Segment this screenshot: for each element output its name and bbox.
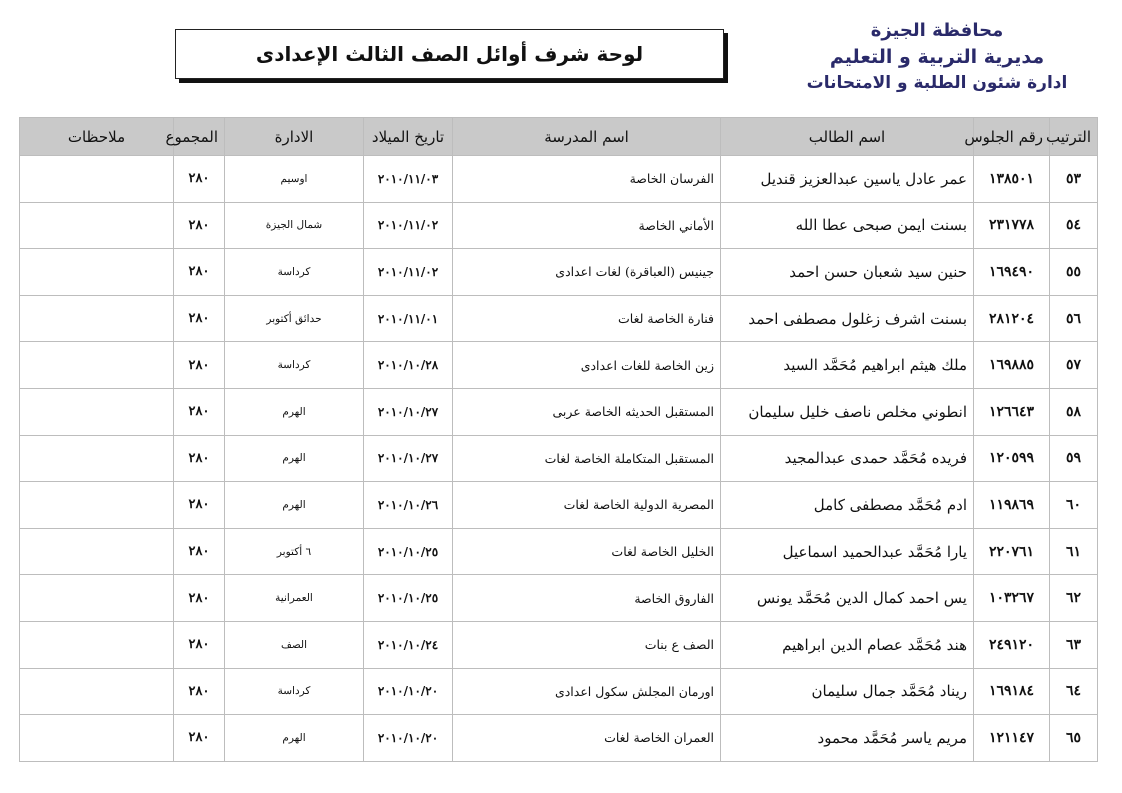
birth-date-cell: ٢٠١٠/١٠/٢٠ (364, 668, 453, 715)
student-name-cell: بسنت اشرف زغلول مصطفى احمد (721, 295, 974, 342)
column-header-seat: رقم الجلوس (974, 118, 1050, 156)
total-score-cell: ٢٨٠ (174, 388, 225, 435)
table-row (20, 156, 1098, 203)
table-row (20, 342, 1098, 389)
page-title: لوحة شرف أوائل الصف الثالث الإعدادى (255, 42, 644, 66)
total-score-cell: ٢٨٠ (174, 482, 225, 529)
column-header-rank: الترتيب (1050, 118, 1098, 156)
seat-number-cell: ١٢١١٤٧ (974, 715, 1050, 762)
table-row (20, 295, 1098, 342)
student-name-cell: يس احمد كمال الدين مُحَمَّد يونس (721, 575, 974, 622)
rank-cell: ٥٩ (1050, 435, 1098, 482)
total-score-cell: ٢٨٠ (174, 295, 225, 342)
seat-number-cell: ١٠٣٢٦٧ (974, 575, 1050, 622)
birth-date-cell: ٢٠١٠/١١/٠١ (364, 295, 453, 342)
birth-date-cell: ٢٠١٠/١١/٠٢ (364, 249, 453, 296)
rank-cell: ٦٢ (1050, 575, 1098, 622)
birth-date-cell: ٢٠١٠/١١/٠٣ (364, 156, 453, 203)
administration-cell: الصف (225, 621, 364, 668)
column-header-notes: ملاحظات (20, 118, 174, 156)
rank-cell: ٥٦ (1050, 295, 1098, 342)
table-row (20, 575, 1098, 622)
table-row (20, 249, 1098, 296)
column-header-dept: الادارة (225, 118, 364, 156)
student-name-cell: ريناد مُحَمَّد جمال سليمان (721, 668, 974, 715)
table-row (20, 202, 1098, 249)
birth-date-cell: ٢٠١٠/١٠/٢٨ (364, 342, 453, 389)
total-score-cell: ٢٨٠ (174, 715, 225, 762)
rank-cell: ٥٨ (1050, 388, 1098, 435)
table-row (20, 435, 1098, 482)
total-score-cell: ٢٨٠ (174, 621, 225, 668)
table-row (20, 528, 1098, 575)
seat-number-cell: ١٢٦٦٤٣ (974, 388, 1050, 435)
total-score-cell: ٢٨٠ (174, 342, 225, 389)
school-name-cell: زين الخاصة للغات اعدادى (453, 342, 721, 389)
birth-date-cell: ٢٠١٠/١٠/٢٠ (364, 715, 453, 762)
seat-number-cell: ٢٢٠٧٦١ (974, 528, 1050, 575)
table-header-row (20, 118, 1098, 156)
birth-date-cell: ٢٠١٠/١٠/٢٥ (364, 575, 453, 622)
column-header-dob: تاريخ الميلاد (364, 118, 453, 156)
column-header-school: اسم المدرسة (453, 118, 721, 156)
rank-cell: ٥٣ (1050, 156, 1098, 203)
seat-number-cell: ١٢٠٥٩٩ (974, 435, 1050, 482)
school-name-cell: المستقبل الحديثه الخاصة عربى (453, 388, 721, 435)
seat-number-cell: ١٦٩١٨٤ (974, 668, 1050, 715)
notes-cell (20, 715, 174, 762)
notes-cell (20, 621, 174, 668)
administration-cell: كرداسة (225, 668, 364, 715)
birth-date-cell: ٢٠١٠/١٠/٢٤ (364, 621, 453, 668)
notes-cell (20, 528, 174, 575)
seat-number-cell: ١١٩٨٦٩ (974, 482, 1050, 529)
notes-cell (20, 435, 174, 482)
table-row (20, 715, 1098, 762)
governorate-name: محافظة الجيزة (870, 20, 1004, 41)
administration-cell: كرداسة (225, 342, 364, 389)
table-row (20, 621, 1098, 668)
column-header-name: اسم الطالب (721, 118, 974, 156)
school-name-cell: الفاروق الخاصة (453, 575, 721, 622)
birth-date-cell: ٢٠١٠/١٠/٢٥ (364, 528, 453, 575)
administration-cell: ٦ أكتوبر (225, 528, 364, 575)
seat-number-cell: ٢٣١٧٧٨ (974, 202, 1050, 249)
notes-cell (20, 388, 174, 435)
school-name-cell: جينيس (العباقرة) لغات اعدادى (453, 249, 721, 296)
total-score-cell: ٢٨٠ (174, 249, 225, 296)
table-row (20, 482, 1098, 529)
notes-cell (20, 575, 174, 622)
page-title-box (175, 29, 724, 79)
birth-date-cell: ٢٠١٠/١٠/٢٧ (364, 388, 453, 435)
student-name-cell: يارا مُحَمَّد عبدالحميد اسماعيل (721, 528, 974, 575)
administration-cell: الهرم (225, 435, 364, 482)
notes-cell (20, 482, 174, 529)
school-name-cell: فنارة الخاصة لغات (453, 295, 721, 342)
agency-header (782, 18, 1092, 96)
administration-cell: الهرم (225, 482, 364, 529)
administration-cell: حدائق أكتوبر (225, 295, 364, 342)
total-score-cell: ٢٨٠ (174, 528, 225, 575)
school-name-cell: الخليل الخاصة لغات (453, 528, 721, 575)
seat-number-cell: ٢٨١٢٠٤ (974, 295, 1050, 342)
administration-cell: العمرانية (225, 575, 364, 622)
table-row (20, 668, 1098, 715)
seat-number-cell: ١٦٩٤٩٠ (974, 249, 1050, 296)
school-name-cell: الأماني الخاصة (453, 202, 721, 249)
notes-cell (20, 342, 174, 389)
birth-date-cell: ٢٠١٠/١١/٠٢ (364, 202, 453, 249)
administration-cell: الهرم (225, 388, 364, 435)
student-name-cell: حنين سيد شعبان حسن احمد (721, 249, 974, 296)
honor-roll-table (19, 117, 1098, 762)
rank-cell: ٦١ (1050, 528, 1098, 575)
rank-cell: ٥٤ (1050, 202, 1098, 249)
notes-cell (20, 249, 174, 296)
column-header-total: المجموع (174, 118, 225, 156)
department-name: ادارة شئون الطلبة و الامتحانات (806, 73, 1068, 93)
seat-number-cell: ١٣٨٥٠١ (974, 156, 1050, 203)
student-name-cell: هند مُحَمَّد عصام الدين ابراهيم (721, 621, 974, 668)
school-name-cell: العمران الخاصة لغات (453, 715, 721, 762)
school-name-cell: الصف ع بنات (453, 621, 721, 668)
seat-number-cell: ١٦٩٨٨٥ (974, 342, 1050, 389)
total-score-cell: ٢٨٠ (174, 668, 225, 715)
total-score-cell: ٢٨٠ (174, 575, 225, 622)
rank-cell: ٦٥ (1050, 715, 1098, 762)
administration-cell: اوسيم (225, 156, 364, 203)
notes-cell (20, 668, 174, 715)
birth-date-cell: ٢٠١٠/١٠/٢٧ (364, 435, 453, 482)
notes-cell (20, 202, 174, 249)
student-name-cell: ادم مُحَمَّد مصطفى كامل (721, 482, 974, 529)
administration-cell: الهرم (225, 715, 364, 762)
rank-cell: ٦٣ (1050, 621, 1098, 668)
school-name-cell: المصرية الدولية الخاصة لغات (453, 482, 721, 529)
total-score-cell: ٢٨٠ (174, 202, 225, 249)
school-name-cell: الفرسان الخاصة (453, 156, 721, 203)
rank-cell: ٥٧ (1050, 342, 1098, 389)
notes-cell (20, 156, 174, 203)
student-name-cell: بسنت ايمن صبحى عطا الله (721, 202, 974, 249)
student-name-cell: عمر عادل ياسين عبدالعزيز قنديل (721, 156, 974, 203)
birth-date-cell: ٢٠١٠/١٠/٢٦ (364, 482, 453, 529)
rank-cell: ٥٥ (1050, 249, 1098, 296)
table-row (20, 388, 1098, 435)
student-name-cell: فريده مُحَمَّد حمدى عبدالمجيد (721, 435, 974, 482)
rank-cell: ٦٤ (1050, 668, 1098, 715)
table-body (20, 156, 1098, 762)
student-name-cell: انطوني مخلص ناصف خليل سليمان (721, 388, 974, 435)
student-name-cell: ملك هيثم ابراهيم مُحَمَّد السيد (721, 342, 974, 389)
notes-cell (20, 295, 174, 342)
seat-number-cell: ٢٤٩١٢٠ (974, 621, 1050, 668)
school-name-cell: اورمان المجلش سكول اعدادى (453, 668, 721, 715)
rank-cell: ٦٠ (1050, 482, 1098, 529)
student-name-cell: مريم ياسر مُحَمَّد محمود (721, 715, 974, 762)
total-score-cell: ٢٨٠ (174, 435, 225, 482)
total-score-cell: ٢٨٠ (174, 156, 225, 203)
administration-cell: كرداسة (225, 249, 364, 296)
school-name-cell: المستقبل المتكاملة الخاصة لغات (453, 435, 721, 482)
administration-cell: شمال الجيزة (225, 202, 364, 249)
directorate-name: مديرية التربية و التعليم (829, 46, 1045, 68)
